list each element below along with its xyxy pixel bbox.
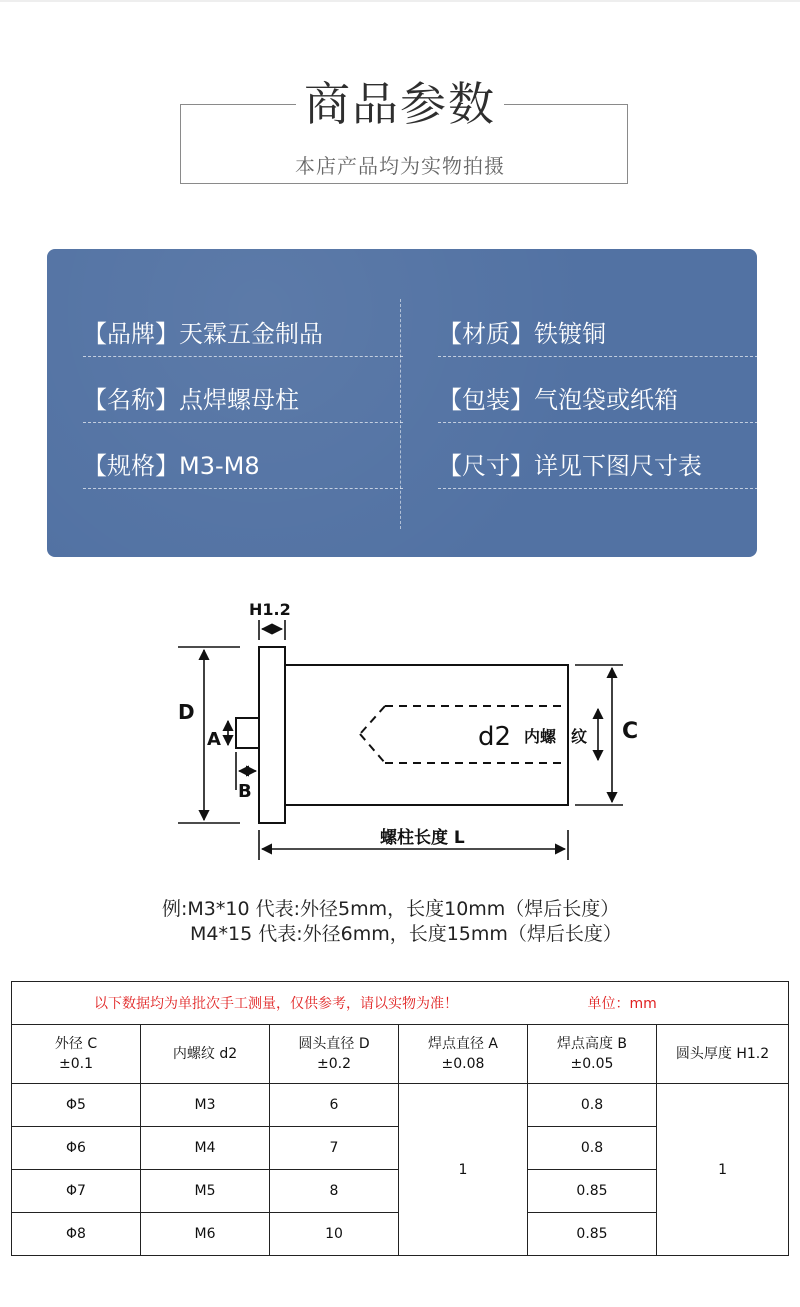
cell-outer-diameter: Φ5 [12, 1084, 141, 1127]
label-length: 螺柱长度 L [380, 828, 465, 848]
header-inner-thread: 内螺纹 d2 [141, 1025, 270, 1084]
dimension-diagram [0, 590, 800, 880]
notice-row [12, 982, 789, 1025]
cell-inner-thread: M3 [141, 1084, 270, 1127]
example-line-1: 例:M3*10 代表:外径5mm，长度10mm（焊后长度） [162, 898, 620, 920]
info-packaging: 【包装】气泡袋或纸箱 [438, 377, 758, 423]
header-head-diameter: 圆头直径 D ±0.2 [270, 1025, 399, 1084]
cell-head-diameter: 6 [270, 1084, 399, 1127]
example-line-2: M4*15 代表:外径6mm，长度15mm（焊后长度） [190, 923, 622, 945]
info-size: 【尺寸】详见下图尺寸表 [438, 443, 758, 489]
info-brand: 【品牌】天霖五金制品 [83, 311, 403, 357]
cell-outer-diameter: Φ8 [12, 1213, 141, 1256]
label-thread-b: 纹 [571, 727, 588, 746]
cell-head-thickness-merged: 1 [657, 1084, 789, 1256]
header-head-thickness: 圆头厚度 H1.2 [657, 1025, 789, 1084]
cell-head-diameter: 8 [270, 1170, 399, 1213]
cell-inner-thread: M6 [141, 1213, 270, 1256]
page-subtitle: 本店产品均为实物拍摄 [295, 154, 505, 178]
cell-head-diameter: 10 [270, 1213, 399, 1256]
table-row [12, 1084, 789, 1127]
cell-weld-diameter-merged: 1 [399, 1084, 528, 1256]
cell-outer-diameter: Φ6 [12, 1127, 141, 1170]
cell-weld-height: 0.85 [528, 1213, 657, 1256]
notice-cell [12, 982, 789, 1025]
label-h: H1.2 [249, 600, 291, 619]
header-outer-diameter: 外径 C ±0.1 [12, 1025, 141, 1084]
cell-outer-diameter: Φ7 [12, 1170, 141, 1213]
unit-text: 单位：mm [587, 996, 657, 1012]
cell-weld-height: 0.85 [528, 1170, 657, 1213]
label-a: A [207, 729, 221, 750]
label-c: C [622, 719, 639, 744]
page-title [0, 74, 800, 134]
cell-weld-height: 0.8 [528, 1127, 657, 1170]
cell-inner-thread: M5 [141, 1170, 270, 1213]
product-info-panel [47, 249, 757, 557]
info-spec: 【规格】M3-M8 [83, 443, 403, 489]
header-weld-diameter: 焊点直径 A ±0.08 [399, 1025, 528, 1084]
spec-table [11, 981, 789, 1256]
cell-head-diameter: 7 [270, 1127, 399, 1170]
notice-text: 以下数据均为单批次手工测量，仅供参考，请以实物为准！ [94, 996, 458, 1012]
info-name: 【名称】点焊螺母柱 [83, 377, 403, 423]
label-d2: d2 [478, 722, 512, 752]
page-title-text: 商品参数 [296, 77, 504, 131]
header-weld-height: 焊点高度 B ±0.05 [528, 1025, 657, 1084]
table-header-row [12, 1025, 789, 1084]
label-thread-a: 内螺 [524, 727, 557, 746]
head-flange-shape [259, 647, 285, 823]
info-material: 【材质】铁镀铜 [438, 311, 758, 357]
cell-weld-height: 0.8 [528, 1084, 657, 1127]
label-b: B [238, 781, 252, 802]
cell-inner-thread: M4 [141, 1127, 270, 1170]
weld-point-shape [236, 718, 259, 748]
label-d: D [178, 700, 195, 724]
top-divider [0, 0, 800, 2]
